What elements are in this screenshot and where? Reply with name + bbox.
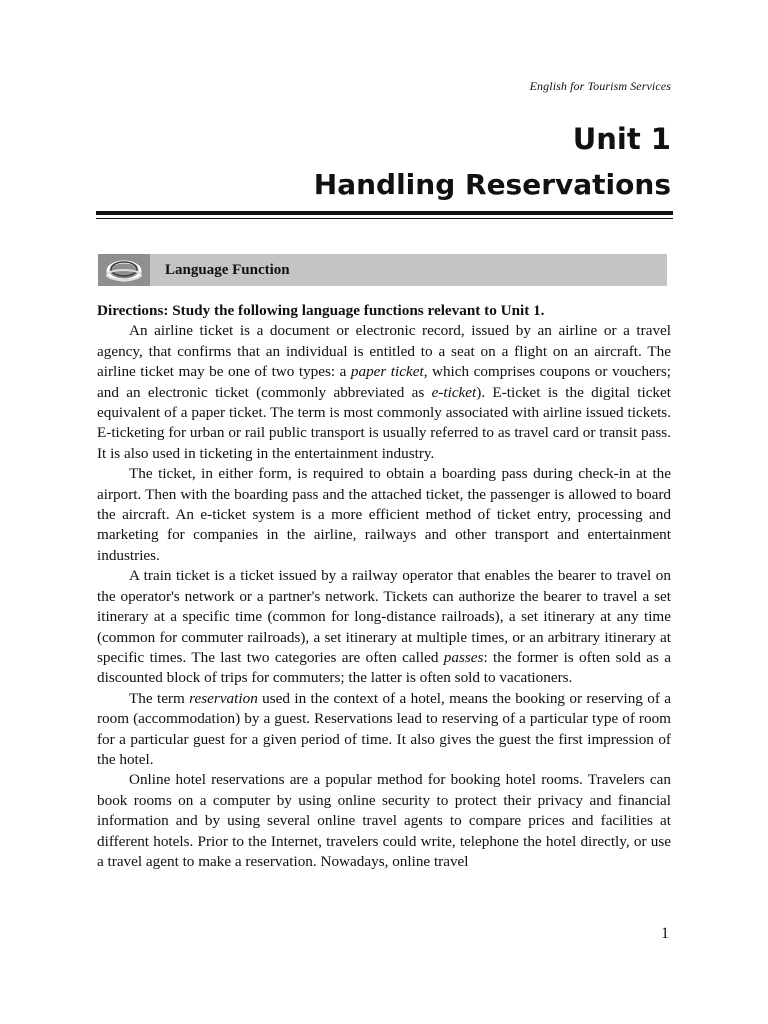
- text-span: The term: [129, 689, 190, 707]
- term-passes: passes: [443, 648, 484, 666]
- page-number: 1: [661, 925, 669, 942]
- title-rule-thin: [96, 218, 673, 219]
- section-label: Language Function: [165, 262, 290, 278]
- body-text: [97, 301, 671, 872]
- term-e-ticket: e-ticket: [431, 383, 477, 401]
- unit-title: Handling Reservations: [313, 168, 671, 201]
- title-rule-thick: [96, 211, 673, 215]
- paragraph-boarding-pass: The ticket, in either form, is required to obtain a boarding pass during check-in at the airport. Then with the boarding pass and the attached ticket, the passenger is allowed to board the aircraft. An e-ticket system is a more efficient method of ticket entry, processing and marketing for companies in the airline, railways and other transport and entertainment industries.: [97, 465, 671, 564]
- paragraph-train-ticket: [97, 566, 671, 688]
- text-span: ). E-ticket is the digital ticket equivalent of a paper ticket. The term is most commonly associated with airline issued tickets. E-ticketing for urban or rail public transport is usually referred to as travel card or transit pass. It is also used in ticketing in the entertainment industry.: [97, 383, 671, 462]
- section-icon-box: [98, 254, 150, 286]
- text-span: A train ticket is a ticket issued by a railway operator that enables the bearer to travel on the operator's network or a partner's network. Tickets can authorize the bearer to travel a set itinerary at a specific time (common for long-distance railroads), a set itinerary at any time (common for commuter railroads), a set itinerary at multiple times, or an arbitrary itinerary at specific times. The last two categories are often called: [97, 567, 671, 666]
- text-span: : the former is often sold as a discounted block of trips for commuters; the latter is often sold to vacationers.: [97, 648, 671, 687]
- term-reservation: reservation: [189, 689, 258, 707]
- text-span: , which comprises coupons or vouchers; and an electronic ticket (commonly abbreviated as: [97, 363, 671, 401]
- term-paper-ticket: paper ticket: [350, 363, 424, 381]
- ring-icon: [104, 256, 144, 284]
- paragraph-airline-ticket: [97, 321, 671, 464]
- text-span: An airline ticket is a document or electronic record, issued by an airline or a travel agency, that confirms that an individual is entitled to a seat on a flight on an aircraft. The airline ticket may be one of two types: a: [97, 322, 671, 381]
- directions: Directions: Study the following language functions relevant to Unit 1.: [97, 302, 545, 319]
- unit-number: Unit 1: [572, 122, 671, 156]
- running-header: English for Tourism Services: [529, 79, 671, 93]
- paragraph-hotel-reservation: [97, 689, 671, 771]
- text-span: used in the context of a hotel, means the booking or reserving of a room (accommodation) by a guest. Reservations lead to reserving of a particular type of room for a particular guest for a given period of time. It also gives the guest the first impression of the hotel.: [97, 689, 671, 768]
- paragraph-online-reservations: Online hotel reservations are a popular method for booking hotel rooms. Travelers can book rooms on a computer by using online security to protect their privacy and financial information and by using several online travel agents to compare prices and facilities at different hotels. Prior to the Internet, travelers could write, telephone the hotel directly, or use a travel agent to make a reservation. Nowadays, online travel: [97, 771, 671, 870]
- section-bar: [98, 254, 667, 286]
